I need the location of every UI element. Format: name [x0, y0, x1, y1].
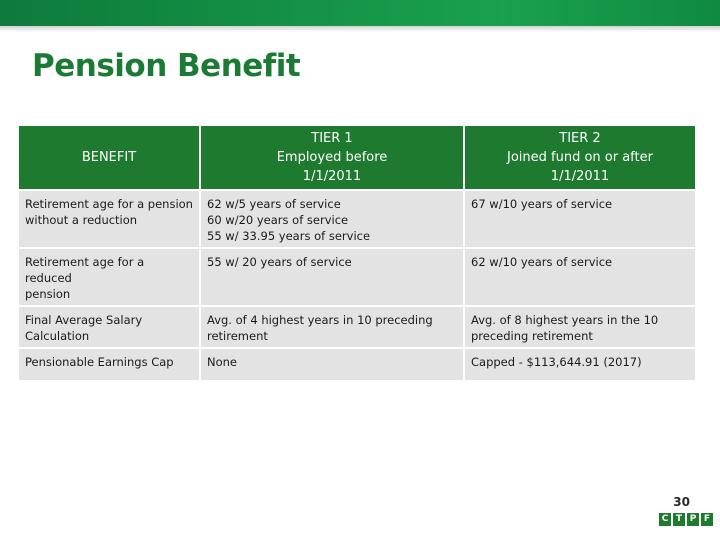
logo-letter: F [701, 513, 713, 526]
header-benefit-label: BENEFIT [81, 150, 137, 165]
tier-2-cell-line: Avg. of 8 highest years in the 10 [471, 313, 659, 327]
benefit-cell-line: Calculation [25, 329, 90, 343]
tier-1-cell [200, 190, 464, 248]
tier-1-cell [200, 306, 464, 348]
header-tier-1-line: Employed before [276, 150, 388, 165]
benefit-cell [19, 190, 200, 248]
tier-1-cell-line: 62 w/5 years of service [207, 197, 341, 211]
logo-letter: T [673, 513, 685, 526]
header-benefit [19, 126, 200, 190]
table-row-retirement-age-unreduced [19, 190, 695, 248]
tier-2-cell-line: 62 w/10 years of service [471, 255, 613, 269]
benefit-cell-line: without a reduction [25, 213, 138, 227]
table-header-row [19, 126, 695, 190]
logo-letter: P [687, 513, 699, 526]
header-tier-1-line: 1/1/2011 [302, 169, 362, 184]
benefit-cell-line: Retirement age for a pension [25, 197, 193, 211]
slide-number: 30 [673, 495, 690, 509]
benefit-cell-line: Retirement age for a reduced [25, 255, 145, 285]
benefit-cell [19, 306, 200, 348]
top-banner [0, 0, 720, 26]
header-tier-2-line: TIER 2 [559, 131, 601, 146]
benefit-cell [19, 248, 200, 306]
page-title: Pension Benefit [32, 48, 301, 84]
benefit-cell [19, 348, 200, 381]
table-row-final-average-salary [19, 306, 695, 348]
tier-2-cell-line: 67 w/10 years of service [471, 197, 613, 211]
tier-1-cell-line: Avg. of 4 highest years in 10 preceding [207, 313, 433, 327]
header-tier-2-line: Joined fund on or after [507, 150, 653, 165]
ctpf-logo [659, 513, 713, 526]
tier-1-cell [200, 348, 464, 381]
header-tier-1 [200, 126, 464, 190]
header-tier-1-line: TIER 1 [311, 131, 353, 146]
pension-benefit-table [19, 126, 695, 382]
tier-1-cell-line: None [207, 355, 238, 369]
tier-1-cell [200, 248, 464, 306]
tier-1-cell-line: 60 w/20 years of service [207, 213, 349, 227]
tier-1-cell-line: 55 w/ 33.95 years of service [207, 229, 371, 243]
logo-letter: C [659, 513, 671, 526]
tier-1-cell-line: 55 w/ 20 years of service [207, 255, 352, 269]
tier-2-cell [464, 248, 695, 306]
tier-2-cell [464, 190, 695, 248]
tier-2-cell [464, 306, 695, 348]
tier-2-cell [464, 348, 695, 381]
tier-2-cell-line: preceding retirement [471, 329, 593, 343]
benefit-cell-line: pension [25, 287, 71, 301]
header-tier-2-line: 1/1/2011 [550, 169, 610, 184]
benefit-cell-line: Pensionable Earnings Cap [25, 355, 174, 369]
tier-2-cell-line: Capped - $113,644.91 (2017) [471, 355, 642, 369]
table-row-pensionable-earnings-cap [19, 348, 695, 381]
header-tier-2 [464, 126, 695, 190]
table-row-retirement-age-reduced [19, 248, 695, 306]
benefit-cell-line: Final Average Salary [25, 313, 143, 327]
tier-1-cell-line: retirement [207, 329, 268, 343]
